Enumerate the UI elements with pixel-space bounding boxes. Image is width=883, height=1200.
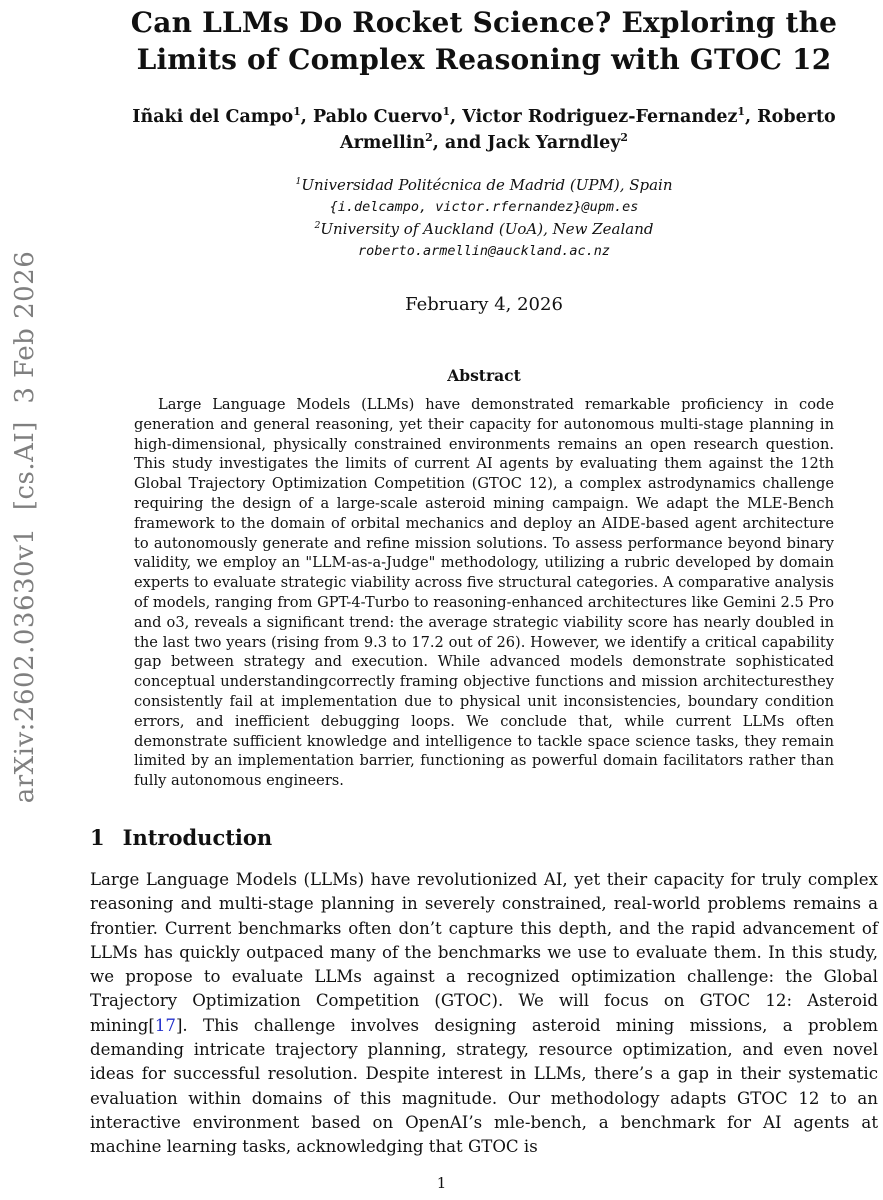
intro-paragraph: [90, 868, 878, 1160]
intro-text-before-citation: Large Language Models (LLMs) have revolutionized AI, yet their capacity for truly complex reasoning and multi-stage planning in severely constrained, real-world problems remains a frontier. Current benchmarks often don’t capture this depth, and the rapid advancement of LLMs has quickly outpaced many of the benchmarks we use to evaluate them. In this study, we propose to evaluate LLMs against a recognized optimization challenge: the Global Trajectory Optimization Competition (GTOC). We will focus on GTOC 12: Asteroid mining[: [90, 869, 878, 1035]
paper-page: [90, 0, 878, 1160]
affiliation-2-text: University of Auckland (UoA), New Zealand: [320, 220, 654, 238]
author-name: Victor Rodriguez-Fernandez: [462, 107, 738, 127]
citation-link-17[interactable]: 17: [154, 1015, 176, 1035]
author-name: Roberto Armellin: [340, 107, 836, 153]
author-separator: ,: [744, 107, 758, 127]
email-line-2: roberto.armellin@auckland.ac.nz: [358, 243, 610, 259]
email-line-1: {i.delcampo, victor.rfernandez}@upm.es: [329, 199, 639, 215]
author-affil-marker: 1: [442, 105, 451, 119]
affiliations-block: [90, 174, 878, 262]
intro-text-after-citation: ]. This challenge involves designing asteroid mining missions, a problem demanding intricate trajectory planning, strategy, resource optimization, and even novel ideas for successful resolution. Despite interest in LLMs, there’s a gap in their systematic evaluation within domains of this magnitude. Our methodology adapts GTOC 12 to an interactive environment based on OpenAI’s mle-bench, a benchmark for AI agents at machine learning tasks, acknowledging that GTOC is: [90, 1015, 878, 1157]
author-affil-marker: 1: [293, 105, 301, 119]
arxiv-watermark: arXiv:2602.03630v1 [cs.AI] 3 Feb 2026: [10, 250, 40, 804]
abstract-text: Large Language Models (LLMs) have demonstrated remarkable proficiency in code generation and general reasoning, yet their capacity for autonomous multi-stage planning in high-dimensional, physically constrained environments remains an open research question. This study investigates the limits of current AI agents by evaluating them against the 12th Global Trajectory Optimization Competition (GTOC 12), a complex astrodynamics challenge requiring the design of a large-scale asteroid mining campaign. We adapt the MLE-Bench framework to the domain of orbital mechanics and deploy an AIDE-based agent architecture to autonomously generate and refine mission solutions. To assess performance beyond binary validity, we employ an "LLM-as-a-Judge" methodology, utilizing a rubric developed by domain experts to evaluate strategic viability across five structural categories. A comparative analysis of models, ranging from GPT-4-Turbo to reasoning-enhanced architectures like Gemini 2.5 Pro and o3, reveals a significant trend: the average strategic viability score has nearly doubled in the last two years (rising from 9.3 to 17.2 out of 26). However, we identify a critical capability gap between strategy and execution. While advanced models demonstrate sophisticated conceptual understandingcorrectly framing objective functions and mission architecturesthey consistently fail at implementation due to physical unit inconsistencies, boundary condition errors, and inefficient debugging loops. We conclude that, while current LLMs often demonstrate sufficient knowledge and intelligence to tackle space science tasks, they remain limited by an implementation barrier, functioning as powerful domain facilitators rather than fully autonomous engineers.: [134, 396, 834, 790]
authors-line: [90, 104, 878, 156]
page-number: 1: [436, 1174, 447, 1192]
affiliation-2: [90, 218, 878, 240]
author-affil-marker: 2: [425, 131, 433, 145]
affiliation-1-text: Universidad Politécnica de Madrid (UPM), Spain: [301, 176, 673, 194]
section-title: Introduction: [122, 824, 273, 850]
paper-title: Can LLMs Do Rocket Science? Exploring the Limits of Complex Reasoning with GTOC 12: [130, 6, 838, 76]
author-name: Iñaki del Campo: [132, 107, 294, 127]
affiliation-marker: 2: [314, 220, 321, 231]
publication-date: February 4, 2026: [405, 294, 563, 315]
author-name: Jack Yarndley: [487, 133, 621, 153]
section-heading-introduction: [90, 825, 878, 850]
author-separator: ,: [450, 107, 463, 127]
author-affil-marker: 2: [620, 131, 628, 145]
author-separator: , and: [432, 133, 488, 153]
section-number: 1: [90, 824, 105, 850]
author-separator: ,: [300, 107, 313, 127]
abstract-heading: Abstract: [447, 366, 521, 385]
affiliation-marker: 1: [295, 176, 302, 187]
affiliation-1: [90, 174, 878, 196]
author-name: Pablo Cuervo: [312, 107, 443, 127]
author-affil-marker: 1: [737, 105, 745, 119]
